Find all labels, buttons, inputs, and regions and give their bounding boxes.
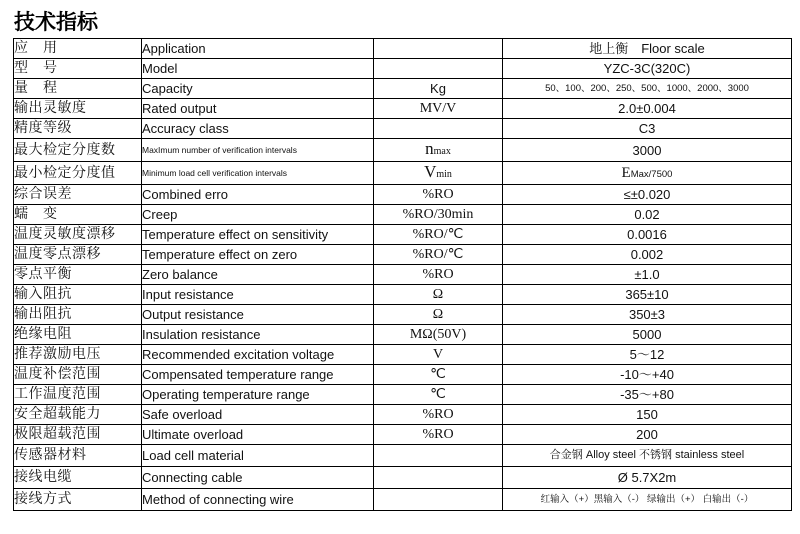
param-value: 合金钢 Alloy steel 不锈钢 stainless steel [503,445,792,467]
table-row [14,162,792,185]
param-en: Temperature effect on sensitivity [142,225,374,245]
param-value: ±1.0 [503,265,792,285]
page-title: 技术指标 [14,9,98,34]
param-en: Zero balance [142,265,374,285]
table-row [14,285,792,305]
table-row [14,489,792,511]
param-en: Model [142,59,374,79]
param-value: 2.0±0.004 [503,99,792,119]
param-cn: 最大检定分度数 [14,139,142,162]
param-cn: 传感器材料 [14,445,142,467]
param-cn: 最小检定分度值 [14,162,142,185]
table-row [14,245,792,265]
param-unit [374,489,503,511]
param-en: Combined erro [142,185,374,205]
param-unit [374,445,503,467]
param-en: Operating temperature range [142,385,374,405]
param-cn: 型 号 [14,59,142,79]
value-symbol: E [621,164,631,181]
param-unit [374,162,503,185]
param-unit: ℃ [374,385,503,405]
param-unit: Ω [374,305,503,325]
param-value: YZC-3C(320C) [503,59,792,79]
param-cn: 接线电缆 [14,467,142,489]
param-value: C3 [503,119,792,139]
param-unit: %RO [374,425,503,445]
param-cn: 温度零点漂移 [14,245,142,265]
table-row [14,405,792,425]
table-row [14,365,792,385]
param-cn: 量 程 [14,79,142,99]
param-unit: %RO/℃ [374,225,503,245]
param-value: 365±10 [503,285,792,305]
param-unit [374,119,503,139]
param-unit: ℃ [374,365,503,385]
param-cn: 接线方式 [14,489,142,511]
value-subscript: Max/7500 [630,168,673,180]
param-cn: 温度补偿范围 [14,365,142,385]
param-unit: %RO [374,185,503,205]
param-cn: 输出阻抗 [14,305,142,325]
param-en: Compensated temperature range [142,365,374,385]
param-en: Load cell material [142,445,374,467]
param-unit: %RO [374,405,503,425]
param-en: Insulation resistance [142,325,374,345]
param-unit: MV/V [374,99,503,119]
param-value: 5～12 [503,345,792,365]
table-row [14,225,792,245]
param-value: -35～+80 [503,385,792,405]
param-cn: 温度灵敏度漂移 [14,225,142,245]
table-row [14,39,792,59]
table-row [14,185,792,205]
table-row [14,265,792,285]
param-unit: %RO [374,265,503,285]
param-unit: V [374,345,503,365]
spec-table [13,38,792,511]
param-en: MaxImum number of verification intervals [142,139,374,162]
unit-subscript: max [433,146,451,157]
param-value: 红输入（+）黑输入（-） 绿输出（+） 白输出（-） [503,489,792,511]
param-en: Accuracy class [142,119,374,139]
unit-symbol: V [424,162,437,181]
param-en: Recommended excitation voltage [142,345,374,365]
param-cn: 绝缘电阻 [14,325,142,345]
param-en: Temperature effect on zero [142,245,374,265]
param-en: Method of connecting wire [142,489,374,511]
table-row [14,385,792,405]
param-value: 地上衡 Floor scale [503,39,792,59]
param-en: Minimum load cell verification intervals [142,162,374,185]
param-en: Ultimate overload [142,425,374,445]
param-unit [374,39,503,59]
unit-symbol: n [425,139,434,158]
param-cn: 精度等级 [14,119,142,139]
param-unit: Kg [374,79,503,99]
param-value: 0.02 [503,205,792,225]
table-row [14,345,792,365]
table-row [14,445,792,467]
param-unit: %RO/30min [374,205,503,225]
param-value: 350±3 [503,305,792,325]
param-en: Rated output [142,99,374,119]
table-row [14,99,792,119]
param-value: Ø 5.7X2m [503,467,792,489]
param-en: Output resistance [142,305,374,325]
param-cn: 输出灵敏度 [14,99,142,119]
table-row [14,119,792,139]
param-unit [374,59,503,79]
table-row [14,205,792,225]
param-value: 0.002 [503,245,792,265]
param-value: 50、100、200、250、500、1000、2000、3000 [503,79,792,99]
param-en: Creep [142,205,374,225]
param-value: 200 [503,425,792,445]
param-value: 3000 [503,139,792,162]
param-cn: 蠕 变 [14,205,142,225]
param-value [503,162,792,185]
param-value: -10～+40 [503,365,792,385]
param-unit [374,467,503,489]
param-en: Safe overload [142,405,374,425]
param-unit: Ω [374,285,503,305]
param-en: Connecting cable [142,467,374,489]
table-row [14,467,792,489]
param-en: Capacity [142,79,374,99]
param-cn: 安全超载能力 [14,405,142,425]
table-row [14,425,792,445]
param-value: 0.0016 [503,225,792,245]
param-cn: 综合误差 [14,185,142,205]
param-value: 150 [503,405,792,425]
param-unit: MΩ(50V) [374,325,503,345]
param-value: 5000 [503,325,792,345]
param-value: ≤±0.020 [503,185,792,205]
param-cn: 极限超载范围 [14,425,142,445]
table-row [14,325,792,345]
param-en: Application [142,39,374,59]
table-row [14,305,792,325]
table-row [14,59,792,79]
param-cn: 零点平衡 [14,265,142,285]
param-cn: 工作温度范围 [14,385,142,405]
param-unit: %RO/℃ [374,245,503,265]
param-cn: 输入阻抗 [14,285,142,305]
table-row [14,139,792,162]
param-cn: 应 用 [14,39,142,59]
param-en: Input resistance [142,285,374,305]
param-cn: 推荐激励电压 [14,345,142,365]
param-unit [374,139,503,162]
unit-subscript: min [436,169,452,180]
table-row [14,79,792,99]
